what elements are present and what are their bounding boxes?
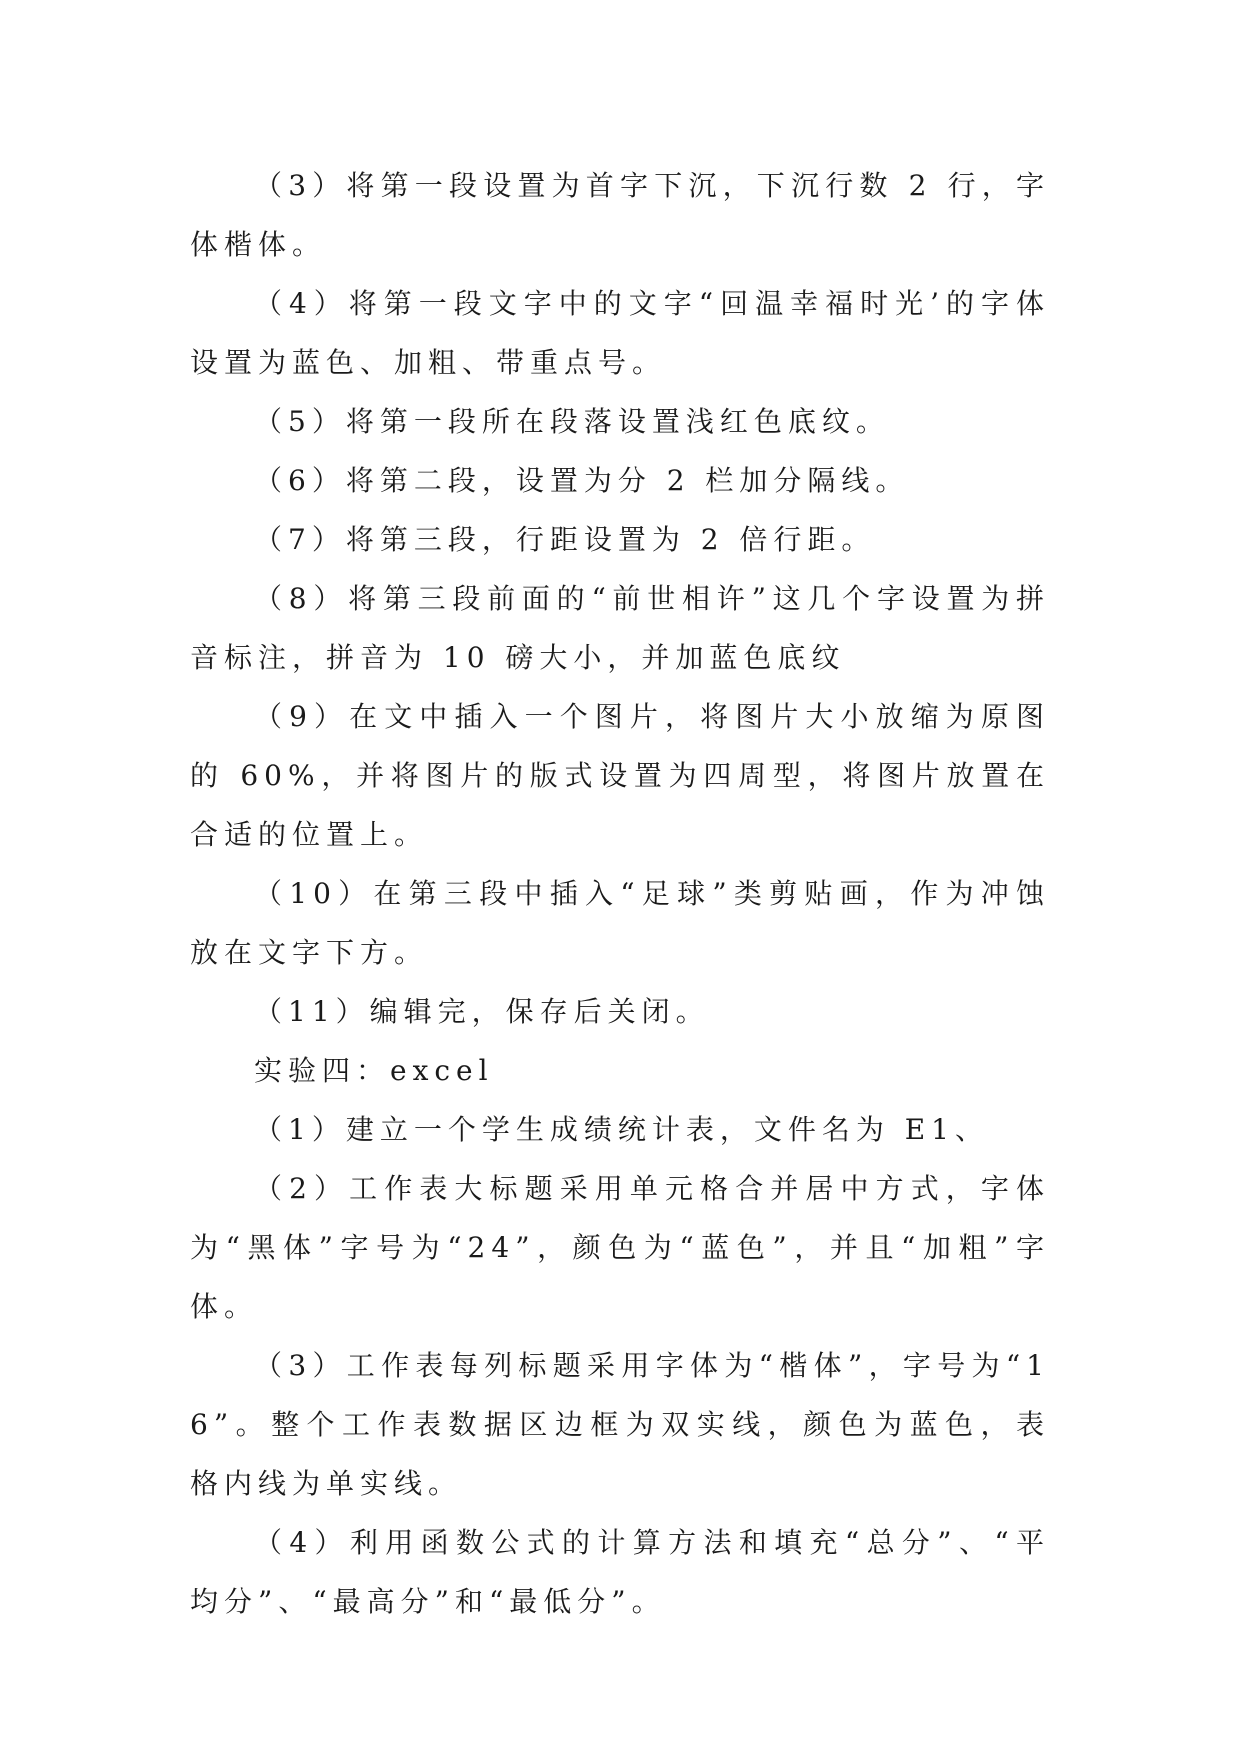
document-body <box>190 156 1050 1631</box>
paragraph-excel-step-2: （2）工作表大标题采用单元格合并居中方式，字体为“黑体”字号为“24”，颜色为“蓝色”，并且“加粗”字体。 <box>190 1172 1050 1323</box>
paragraph-step-7: （7）将第三段，行距设置为 2 倍行距。 <box>254 523 876 556</box>
paragraph-step-9: （9）在文中插入一个图片，将图片大小放缩为原图的 60%，并将图片的版式设置为四周型，将图片放置在合适的位置上。 <box>190 700 1050 851</box>
paragraph-excel-step-4: （4）利用函数公式的计算方法和填充“总分”、“平均分”、“最高分”和“最低分”。 <box>190 1526 1050 1618</box>
paragraph-step-5: （5）将第一段所在段落设置浅红色底纹。 <box>254 405 890 438</box>
section-heading-experiment-4: 实验四：excel <box>254 1054 494 1087</box>
paragraph-excel-step-3: （3）工作表每列标题采用字体为“楷体”，字号为“16”。整个工作表数据区边框为双实线，颜色为蓝色，表格内线为单实线。 <box>190 1349 1050 1500</box>
paragraph-excel-step-1: （1）建立一个学生成绩统计表，文件名为 E1、 <box>254 1113 989 1146</box>
paragraph-step-10: （10）在第三段中插入“足球”类剪贴画，作为冲蚀放在文字下方。 <box>190 877 1050 969</box>
paragraph-step-6: （6）将第二段，设置为分 2 栏加分隔线。 <box>254 464 910 497</box>
paragraph-step-4: （4）将第一段文字中的文字“回温幸福时光’的字体设置为蓝色、加粗、带重点号。 <box>190 287 1050 379</box>
paragraph-step-8: （8）将第三段前面的“前世相许”这几个字设置为拼音标注，拼音为 10 磅大小，并加蓝色底纹 <box>190 582 1050 674</box>
paragraph-step-11: （11）编辑完，保存后关闭。 <box>254 995 710 1028</box>
paragraph-step-3: （3）将第一段设置为首字下沉，下沉行数 2 行，字体楷体。 <box>190 169 1050 261</box>
